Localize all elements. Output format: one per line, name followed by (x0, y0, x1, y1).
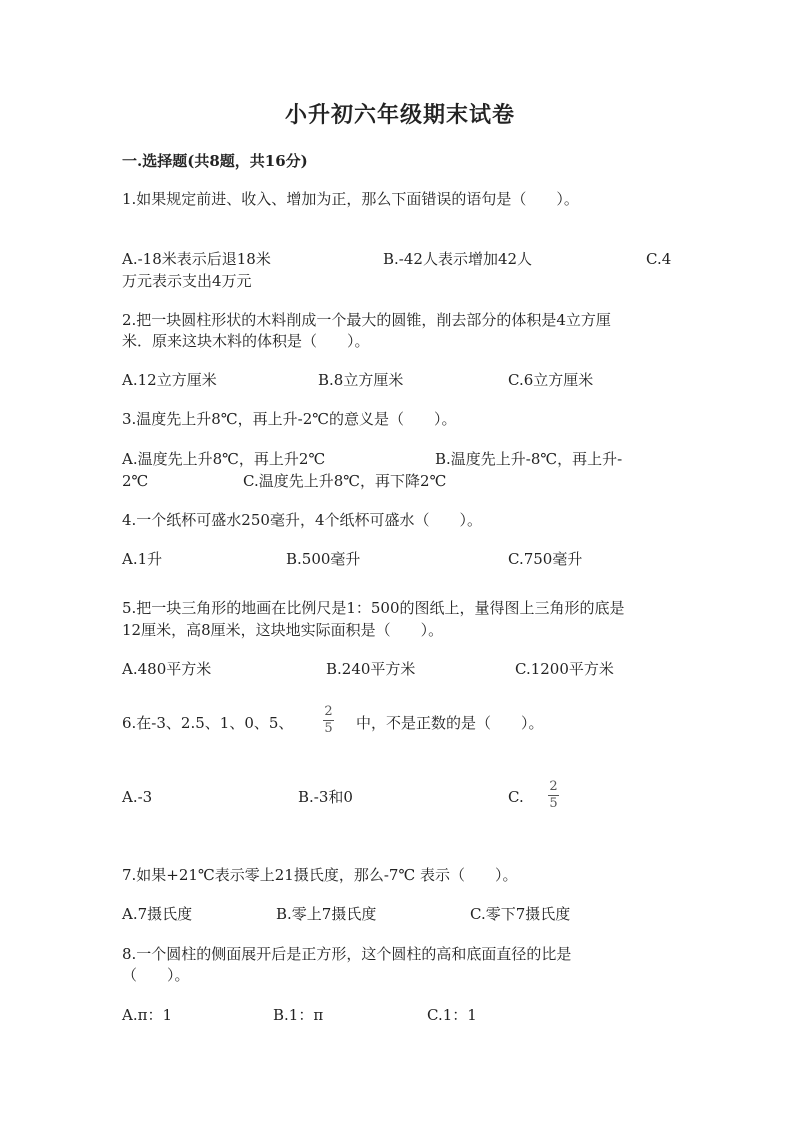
question-2-stem-line-2: 米．原来这块木料的体积是（ ）。 (122, 332, 370, 350)
question-2-option-a: A.12立方厘米 (122, 371, 217, 389)
question-7-option-a: A.7摄氏度 (122, 905, 193, 923)
question-2-option-b: B.8立方厘米 (318, 371, 404, 389)
question-3-option-c: C.温度先上升8℃，再下降2℃ (243, 472, 447, 490)
question-6-option-b: B.-3和0 (298, 788, 353, 806)
question-3-stem: 3.温度先上升8℃，再上升-2℃的意义是（ ）。 (122, 410, 457, 428)
question-8-option-a: A.π：1 (122, 1006, 173, 1024)
question-3-option-a: A.温度先上升8℃，再上升2℃ (122, 450, 326, 468)
fraction-denominator: 5 (549, 796, 558, 811)
question-7-stem: 7.如果+21℃表示零上21摄氏度，那么-7℃ 表示（ ）。 (122, 866, 518, 884)
question-4-option-a: A.1升 (122, 550, 163, 568)
question-6-stem-part-2: 中，不是正数的是（ ）。 (356, 714, 544, 732)
question-5-stem-line-1: 5.把一块三角形的地画在比例尺是1：500的图纸上，量得图上三角形的底是 (122, 599, 625, 617)
fraction-denominator: 5 (324, 721, 333, 736)
question-3-option-b-cont: 2℃ (122, 472, 149, 490)
question-6-stem-part-1: 6.在-3、2.5、1、0、5、 (122, 714, 294, 732)
question-6-option-c: C. (508, 788, 524, 806)
question-8-option-c: C.1：1 (427, 1006, 477, 1024)
question-2-stem-line-1: 2.把一块圆柱形状的木料削成一个最大的圆锥，削去部分的体积是4立方厘 (122, 311, 611, 329)
question-2-option-c: C.6立方厘米 (508, 371, 594, 389)
question-5-option-b: B.240平方米 (326, 660, 416, 678)
question-5-option-a: A.480平方米 (122, 660, 212, 678)
fraction-numerator: 2 (549, 779, 558, 794)
question-5-stem-line-2: 12厘米，高8厘米，这块地实际面积是（ ）。 (122, 621, 444, 639)
question-5-option-c: C.1200平方米 (515, 660, 614, 678)
page-title: 小升初六年级期末试卷 (284, 102, 515, 128)
question-8-stem-line-2: （ ）。 (122, 966, 190, 984)
question-6-option-c-fraction (548, 780, 559, 811)
question-4-stem: 4.一个纸杯可盛水250毫升，4个纸杯可盛水（ ）。 (122, 511, 482, 529)
question-1-option-a: A.-18米表示后退18米 (122, 250, 271, 268)
question-8-stem-line-1: 8.一个圆柱的侧面展开后是正方形，这个圆柱的高和底面直径的比是 (122, 945, 572, 963)
question-4-option-c: C.750毫升 (508, 550, 583, 568)
question-4-option-b: B.500毫升 (286, 550, 361, 568)
question-6-option-a: A.-3 (122, 788, 153, 806)
question-1-option-c: C.4 (646, 250, 672, 268)
question-1-stem: 1.如果规定前进、收入、增加为正，那么下面错误的语句是（ ）。 (122, 190, 579, 208)
fraction-numerator: 2 (324, 704, 333, 719)
question-8-option-b: B.1：π (273, 1006, 324, 1024)
question-6-fraction (323, 705, 334, 736)
question-3-option-b: B.温度先上升-8℃，再上升- (435, 450, 623, 468)
question-7-option-c: C.零下7摄氏度 (470, 905, 571, 923)
question-1-option-b: B.-42人表示增加42人 (383, 250, 533, 268)
section-heading: 一.选择题(共8题，共16分) (122, 152, 308, 170)
question-7-option-b: B.零上7摄氏度 (276, 905, 377, 923)
question-1-option-c-cont: 万元表示支出4万元 (122, 272, 252, 290)
